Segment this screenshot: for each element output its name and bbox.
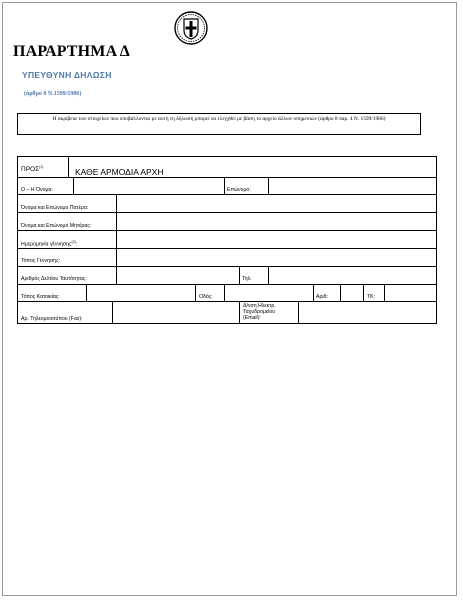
surname-label: Επώνυμο:: [227, 187, 251, 193]
residence-label: Τόπος Κατοικίας:: [21, 294, 60, 300]
greek-coat-of-arms-icon: [174, 11, 208, 45]
pob-field[interactable]: [116, 248, 437, 267]
surname-field[interactable]: [268, 177, 437, 195]
law-article: (άρθρο 8 Ν.1599/1986): [24, 91, 82, 97]
street-field[interactable]: [224, 284, 314, 302]
dob-label: Ημερομηνία γέννησης$^{(2)}$:: [21, 240, 78, 248]
number-field[interactable]: [340, 284, 364, 302]
phone-field[interactable]: [268, 266, 437, 285]
street-label: Οδός:: [199, 294, 213, 300]
to-value: ΚΑΘΕ ΑΡΜΟΔΙΑ ΑΡΧΗ: [75, 167, 164, 177]
annex-title: ΠΑΡΑΡΤΗΜΑ Δ: [13, 43, 130, 60]
mother-field[interactable]: [116, 212, 437, 231]
number-label: Αριθ:: [316, 294, 328, 300]
name-label: Ο – Η Όνομα:: [21, 187, 53, 193]
id-field[interactable]: [116, 266, 240, 285]
email-label: Δ/νση Ηλεκτρ. Ταχυδρομείου (Email):: [243, 303, 276, 321]
name-field[interactable]: [73, 177, 225, 195]
postcode-label: ΤΚ:: [367, 294, 376, 300]
father-field[interactable]: [116, 194, 437, 213]
email-field[interactable]: [298, 301, 437, 324]
fax-label: Αρ. Τηλεομοιοτύπου (Fax):: [21, 316, 83, 322]
declaration-subtitle: ΥΠΕΥΘΥΝΗ ΔΗΛΩΣΗ: [22, 70, 112, 80]
id-label: Αριθμός Δελτίου Ταυτότητας:: [21, 276, 87, 282]
fax-field[interactable]: [112, 301, 240, 324]
residence-field[interactable]: [86, 284, 196, 302]
father-label: Όνομα και Επώνυμο Πατέρα:: [21, 205, 89, 211]
pob-label: Τόπος Γέννησης:: [21, 258, 61, 264]
dob-field[interactable]: [116, 230, 437, 249]
declaration-form: [17, 156, 437, 324]
mother-label: Όνομα και Επώνυμο Μητέρας:: [21, 223, 92, 229]
postcode-field[interactable]: [384, 284, 437, 302]
to-label: ΠΡΟΣ$^{(1)}$: [21, 165, 44, 174]
phone-label: Τηλ:: [242, 276, 252, 282]
accuracy-notice: Η ακρίβεια των στοιχείων που υποβάλλονται με αυτή τη δήλωση μπορεί να ελεγχθεί με βάση το αρχείο άλλων υπηρεσιών (άρθρο 8 παρ. 4 Ν. 1599/1986): [17, 113, 421, 135]
